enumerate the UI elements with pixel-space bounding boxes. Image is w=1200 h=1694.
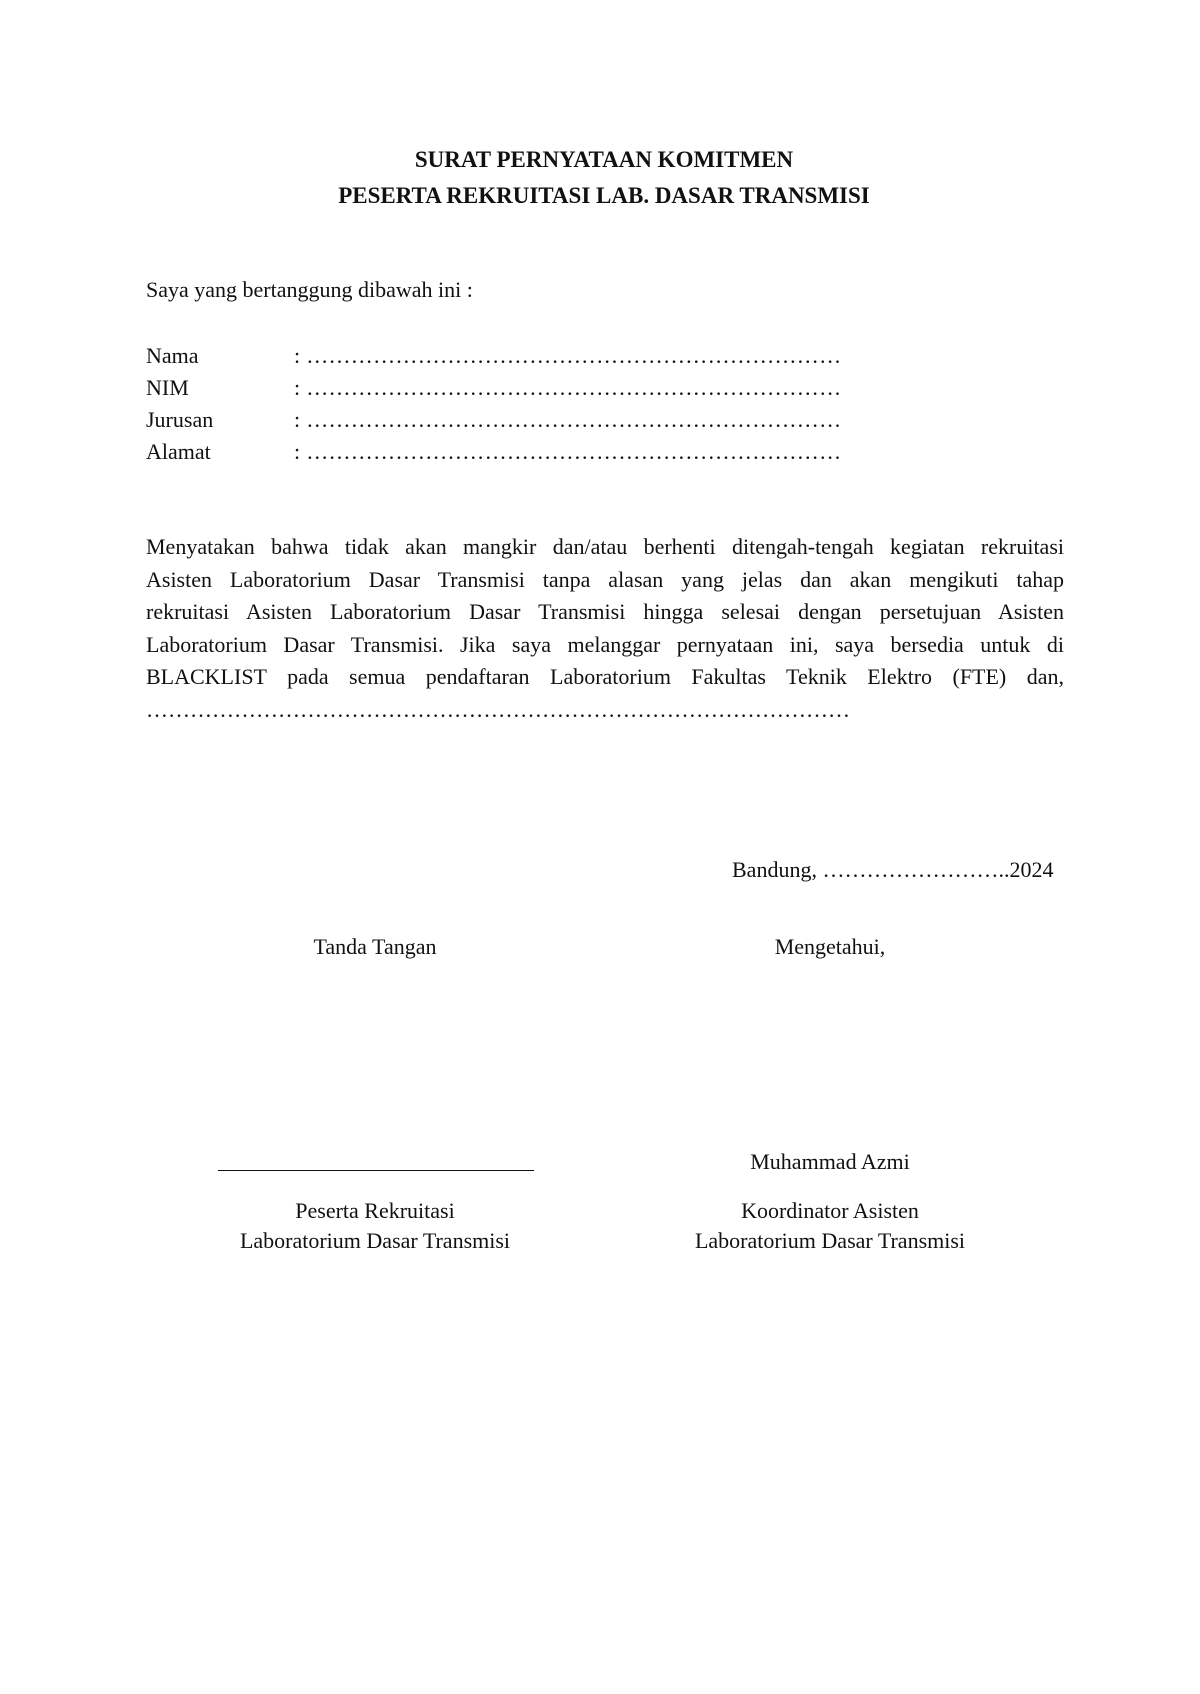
place-date: Bandung, ……………………..2024	[732, 857, 1054, 882]
field-row-alamat	[146, 436, 841, 468]
intro-text: Saya yang bertanggung dibawah ini :	[146, 277, 473, 302]
field-label: Alamat	[146, 439, 211, 464]
field-blank: : ………………………………………………………………	[294, 343, 842, 368]
statement-line: Laboratorium Dasar Transmisi. Jika saya melanggar pernyataan ini, saya bersedia untuk di	[146, 631, 1064, 657]
statement-line: Menyatakan bahwa tidak akan mangkir dan/atau berhenti ditengah-tengah kegiatan rekruitasi	[146, 534, 1064, 559]
field-row-nim	[146, 372, 841, 404]
field-row-jurusan	[146, 404, 841, 436]
field-row-nama	[146, 340, 841, 372]
signature-heading: Tanda Tangan	[313, 934, 437, 959]
field-label: Nama	[146, 343, 199, 368]
field-label: Jurusan	[146, 407, 214, 432]
field-blank: : ………………………………………………………………	[294, 407, 842, 432]
field-blank: : ………………………………………………………………	[294, 375, 842, 400]
field-blank: : ………………………………………………………………	[294, 439, 842, 464]
signature-heading: Mengetahui,	[774, 934, 886, 959]
signature-role: Peserta Rekruitasi	[295, 1198, 455, 1223]
statement-line: BLACKLIST pada semua pendaftaran Laboratorium Fakultas Teknik Elektro (FTE) dan,	[146, 664, 1064, 689]
statement-paragraph	[146, 531, 1064, 726]
statement-blank-line: ……………………………………………………………………………………	[146, 696, 850, 722]
signature-org: Laboratorium Dasar Transmisi	[239, 1228, 511, 1253]
field-label: NIM	[146, 375, 189, 400]
signatory-name: Muhammad Azmi	[750, 1149, 910, 1174]
signature-org: Laboratorium Dasar Transmisi	[694, 1228, 966, 1253]
signature-line	[218, 1170, 534, 1171]
signature-role: Koordinator Asisten	[741, 1198, 919, 1223]
title-line-2: PESERTA REKRUITASI LAB. DASAR TRANSMISI	[338, 183, 870, 208]
identity-fields	[146, 340, 841, 468]
statement-line: Asisten Laboratorium Dasar Transmisi tanpa alasan yang jelas dan akan mengikuti tahap	[146, 566, 1064, 592]
title-line-1: SURAT PERNYATAAN KOMITMEN	[414, 147, 794, 172]
document-title	[0, 142, 1200, 214]
statement-line: rekruitasi Asisten Laboratorium Dasar Transmisi hingga selesai dengan persetujuan Asisten	[146, 599, 1064, 624]
